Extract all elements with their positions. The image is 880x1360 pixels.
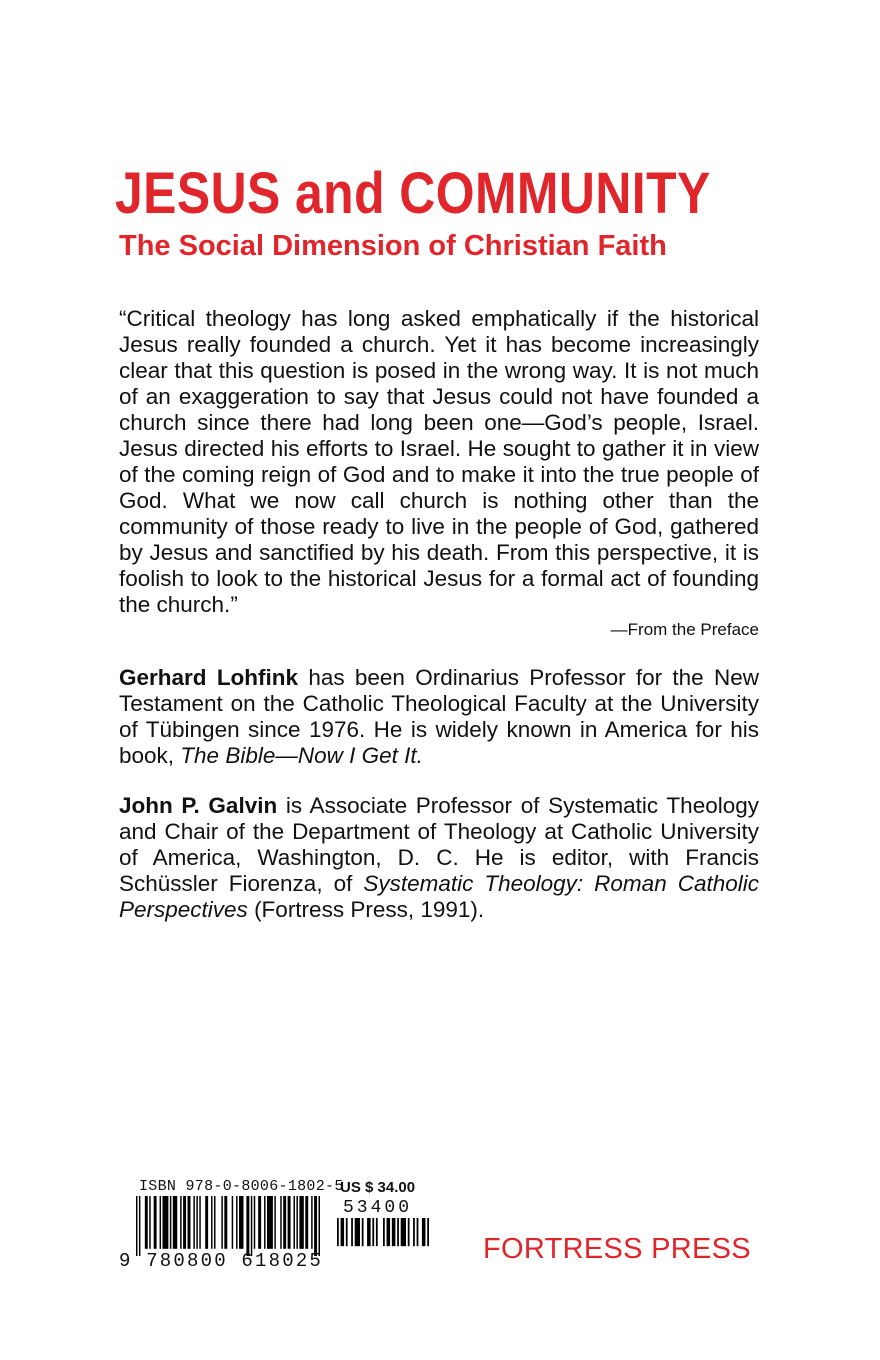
barcode-bar [311, 1196, 312, 1249]
barcode-bar [239, 1196, 243, 1249]
book-subtitle: The Social Dimension of Christian Faith [119, 230, 667, 262]
price-barcode [337, 1218, 429, 1250]
barcode-bar [401, 1218, 406, 1246]
barcode-bar [183, 1196, 186, 1249]
bio-text: has been Ordinarius Professor for the New Testament on the Catholic Theological Faculty at the University of Tübingen since 1976. He is widely known in America for his book, [119, 665, 759, 768]
barcode-bar [305, 1196, 308, 1249]
barcode-bar [346, 1218, 348, 1246]
preface-quote: “Critical theology has long asked emphatically if the historical Jesus really founded a church. Yet it has become increasingly clear that this question is posed in the wrong way. It is not much of an exaggeration to say that Jesus could not have founded a church since there had long been one—God’s people, Israel. Jesus directed his efforts to Israel. He sought to gather it in view of the coming reign of God and to make it into the true people of God. What we now call church is nothing other than the community of those ready to live in the people of God, gathered by Jesus and sanctified by his death. From this perspective, it is foolish to look to the historical Jesus for a formal act of founding the church.” [119, 306, 759, 617]
barcode-bar [408, 1218, 410, 1246]
barcode-bar [211, 1196, 212, 1249]
barcode-bar [162, 1196, 168, 1249]
barcode-bar [173, 1196, 177, 1249]
isbn-label: ISBN 978-0-8006-1802-5 [139, 1178, 344, 1195]
barcode-bar [180, 1196, 181, 1249]
barcode-bar [376, 1218, 378, 1246]
publisher-name: FORTRESS PRESS [483, 1233, 751, 1265]
barcode-bar [224, 1196, 227, 1249]
barcode-bar [296, 1196, 297, 1249]
author-name: Gerhard Lohfink [119, 665, 299, 690]
barcode-bar [221, 1196, 222, 1249]
barcode-bar [427, 1218, 429, 1246]
barcode-bar [236, 1196, 237, 1249]
barcode-bar [199, 1196, 200, 1249]
barcode-bar [246, 1196, 249, 1256]
author-bio-lohfink [119, 665, 759, 769]
barcode-digits: 9 780800 618025 [119, 1250, 324, 1272]
barcode-bar [188, 1196, 191, 1249]
barcode-bar [314, 1196, 317, 1256]
barcode-bar [351, 1218, 353, 1246]
barcode-bar [196, 1196, 197, 1249]
barcode-bar [383, 1218, 385, 1246]
barcode-bar [258, 1196, 261, 1249]
barcode-bar [160, 1196, 161, 1249]
translator-bio-galvin [119, 793, 759, 923]
barcode-bar [170, 1196, 171, 1249]
barcode-bar [397, 1218, 399, 1246]
barcode-bar [254, 1196, 255, 1249]
price-label: US $ 34.00 [340, 1179, 416, 1196]
barcode-bar [362, 1218, 364, 1246]
barcode-bar [251, 1196, 252, 1256]
barcode-bar [372, 1218, 374, 1246]
barcode-bar [294, 1196, 295, 1249]
isbn-barcode [136, 1196, 320, 1256]
barcode-bar [422, 1218, 426, 1246]
bio-end: (Fortress Press, 1991). [247, 897, 485, 922]
barcode-bar [280, 1196, 281, 1249]
barcode-bar [145, 1196, 148, 1249]
barcode-bar [232, 1196, 233, 1249]
barcode-bar [274, 1196, 275, 1249]
barcode-bar [355, 1218, 360, 1246]
book-reference: Systematic Theology: Roman Catholic Perspectives [119, 871, 759, 922]
barcode-bar [417, 1218, 419, 1246]
barcode-bar [193, 1196, 194, 1249]
barcode-bar [341, 1218, 345, 1246]
barcode-bar [205, 1196, 208, 1249]
barcode-bar [283, 1196, 286, 1249]
barcode-bar [267, 1196, 273, 1249]
barcode-bar [136, 1196, 137, 1256]
barcode-bar [154, 1196, 157, 1249]
translator-name: John P. Galvin [119, 793, 278, 818]
book-title: JESUS and COMMUNITY [115, 161, 711, 226]
barcode-bar [264, 1196, 265, 1249]
barcode-bar [149, 1196, 150, 1249]
barcode-bar [387, 1218, 391, 1246]
barcode-bar [367, 1218, 371, 1246]
barcode-bar [288, 1196, 291, 1249]
barcode-bar [413, 1218, 415, 1246]
barcode-bar [337, 1218, 339, 1246]
quote-attribution: —From the Preface [610, 620, 759, 639]
book-reference: The Bible—Now I Get It. [180, 743, 423, 768]
barcode-bar [319, 1196, 320, 1256]
bio-text: is Associate Professor of Systematic Theology and Chair of the Department of Theology at Catholic University of America, Washington, D. C. He is editor, with Francis Schüssler Fiorenza, of [119, 793, 759, 896]
barcode-bar [139, 1196, 140, 1256]
price-addon-digits: 53400 [343, 1198, 413, 1218]
barcode-bar [299, 1196, 303, 1249]
barcode-bar [214, 1196, 215, 1249]
barcode-bar [392, 1218, 396, 1246]
